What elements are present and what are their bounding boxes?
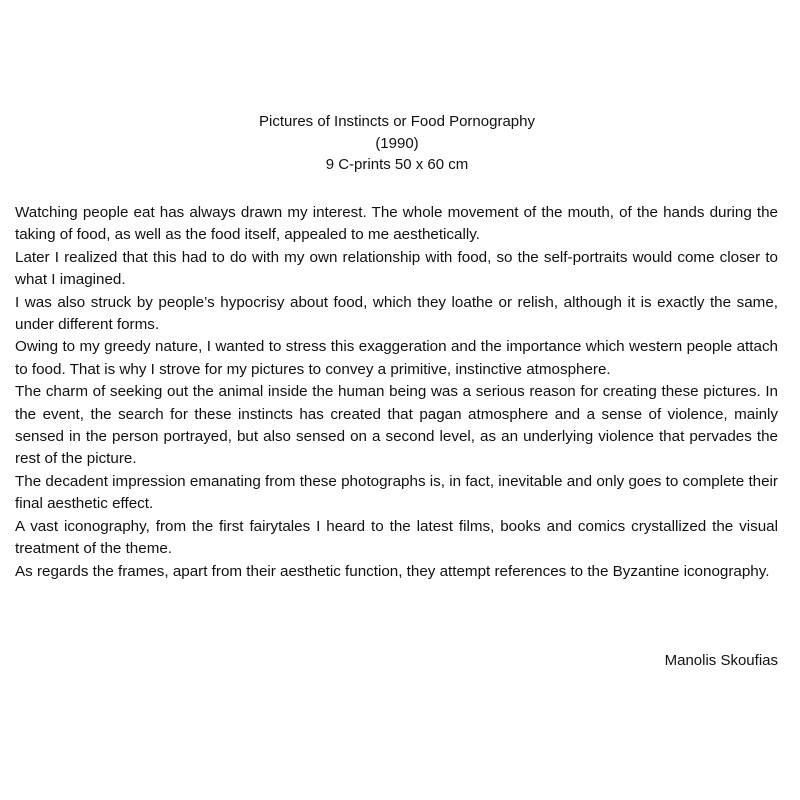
paragraph: As regards the frames, apart from their aesthetic function, they attempt references to the Byzantine iconography. (15, 562, 770, 580)
document-title: Pictures of Instincts or Food Pornography (259, 113, 535, 130)
paragraph: The decadent impression emanating from these photographs is, in fact, inevitable and only goes to complete their final aesthetic effect. (15, 472, 778, 513)
paragraph: A vast iconography, from the first fairytales I heard to the latest films, books and comics crystallized the visual treatment of the theme. (15, 517, 778, 558)
author-signature: Manolis Skoufias (664, 652, 778, 669)
paragraph: Owing to my greedy nature, I wanted to stress this exaggeration and the importance which western people attach to food. That is why I strove for my pictures to convey a primitive, instinctive atmosphere. (15, 338, 778, 378)
paragraph: Watching people eat has always drawn my interest. The whole movement of the mouth, of the hands during the taking of food, as well as the food itself, appealed to me aesthetically. (15, 204, 778, 244)
paragraph: The charm of seeking out the animal inside the human being was a serious reason for creating these pictures. In the event, the search for these instincts has created that pagan atmosphere and a sense of violence, mainly sensed in the person portrayed, but also sensed on a second level, as an underlying violence that pervades the rest of the picture. (15, 383, 778, 468)
document-details: 9 C-prints 50 x 60 cm (325, 156, 469, 173)
document-year: (1990) (375, 134, 419, 152)
document-body (15, 202, 778, 583)
paragraph: Later I realized that this had to do with my own relationship with food, so the self-portraits would come closer to what I imagined. (15, 248, 778, 289)
paragraph: I was also struck by people’s hypocrisy about food, which they loathe or relish, although it is exactly the same, under different forms. (15, 293, 778, 334)
document-header (0, 111, 794, 176)
